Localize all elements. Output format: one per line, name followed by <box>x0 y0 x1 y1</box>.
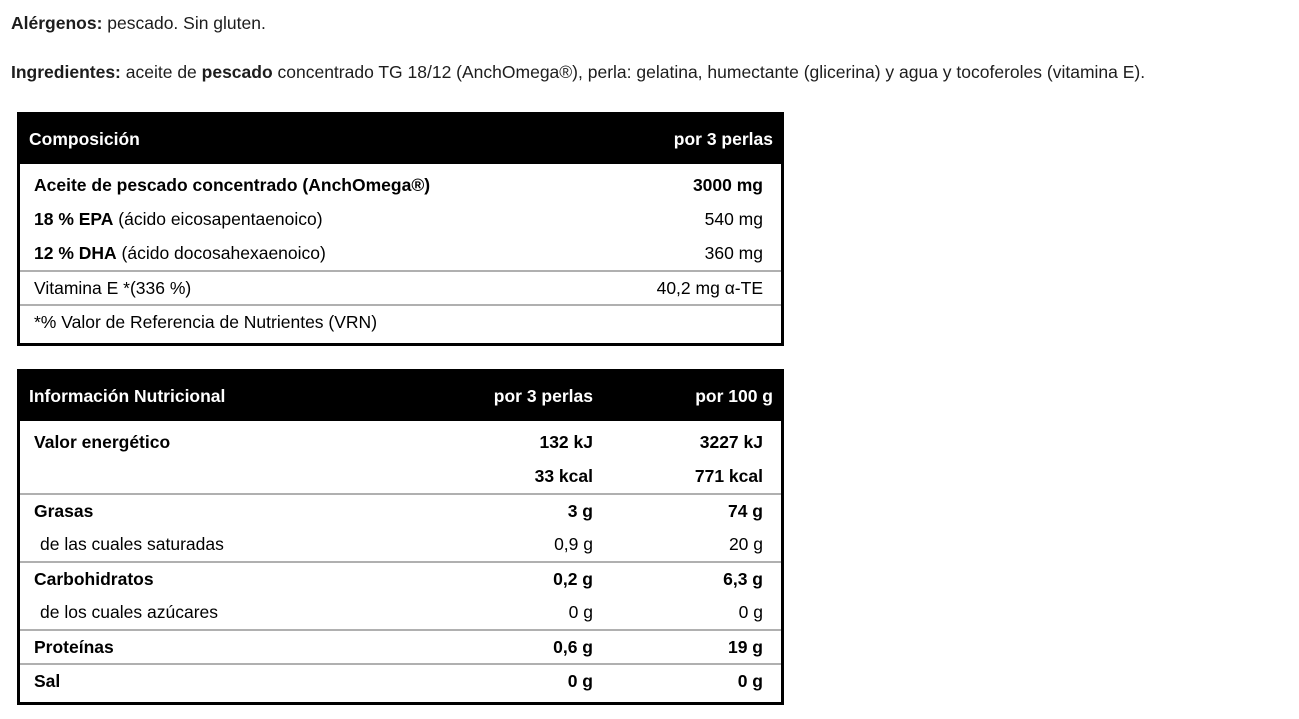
row-value-per-serving: 0,6 g <box>553 636 593 657</box>
nutrition-column2-header: por 100 g <box>695 386 773 406</box>
allergens-paragraph <box>11 12 266 34</box>
row-value-per-100g: 0 g <box>737 670 763 691</box>
row-label: Aceite de pescado concentrado (AnchOmega®) <box>34 174 431 195</box>
nutrition-table-body <box>20 421 781 702</box>
nutrition-column1-header: por 3 perlas <box>493 386 593 406</box>
footnote-text: *% Valor de Referencia de Nutrientes (VRN) <box>34 311 378 332</box>
nutrition-table-header <box>20 372 781 421</box>
row-label: Grasas <box>34 500 94 521</box>
table-footnote-row <box>20 304 781 338</box>
allergens-label: Alérgenos: <box>11 13 103 33</box>
row-value-per-serving: 33 kcal <box>534 465 593 486</box>
row-value: 40,2 mg α-TE <box>656 277 763 298</box>
row-label: Carbohidratos <box>34 568 154 589</box>
row-label-bold: 18 % EPA <box>34 208 114 229</box>
composition-column-header: por 3 perlas <box>673 129 773 149</box>
table-row <box>20 629 781 663</box>
row-label <box>34 243 705 264</box>
table-subrow <box>20 527 781 561</box>
allergens-text: pescado. Sin gluten. <box>102 13 266 33</box>
ingredients-text-2: concentrado TG 18/12 (AnchOmega®), perla: gelatina, humectante (glicerina) y agua y tocoferoles (vitamina E). <box>272 62 1146 82</box>
composition-table-header <box>20 115 781 164</box>
table-row <box>20 663 781 697</box>
row-label: de los cuales azúcares <box>40 601 219 622</box>
row-value-per-100g: 6,3 g <box>723 568 763 589</box>
row-label: Sal <box>34 670 61 691</box>
row-value-per-100g: 20 g <box>728 533 763 554</box>
nutrition-table <box>17 369 784 705</box>
row-label: de las cuales saturadas <box>40 533 224 554</box>
table-subrow <box>20 595 781 629</box>
composition-table <box>17 112 784 346</box>
nutrition-title: Información Nutricional <box>29 386 226 406</box>
row-value: 540 mg <box>704 208 763 229</box>
table-row <box>20 270 781 304</box>
table-row <box>20 459 781 493</box>
table-row <box>20 493 781 527</box>
row-value-per-100g: 0 g <box>738 601 763 622</box>
row-value: 3000 mg <box>692 174 763 195</box>
row-label-rest: (ácido eicosapentaenoico) <box>113 208 323 229</box>
row-value-per-serving: 0,2 g <box>553 568 593 589</box>
row-value-per-100g: 771 kcal <box>694 465 763 486</box>
table-row <box>20 236 781 270</box>
row-label-rest: (ácido docosahexaenoico) <box>116 242 326 263</box>
row-value-per-serving: 0,9 g <box>554 533 593 554</box>
composition-table-body <box>20 164 781 343</box>
row-value: 360 mg <box>704 242 763 263</box>
row-value-per-100g: 19 g <box>727 636 763 657</box>
table-row <box>20 425 781 459</box>
composition-title: Composición <box>29 129 140 149</box>
table-row <box>20 561 781 595</box>
row-value-per-100g: 3227 kJ <box>699 431 763 452</box>
row-value-per-serving: 0 g <box>568 601 593 622</box>
ingredients-text-1: aceite de <box>120 62 202 82</box>
row-label: Proteínas <box>34 636 114 657</box>
row-label: Valor energético <box>34 431 171 452</box>
row-label: Vitamina E *(336 %) <box>34 277 192 298</box>
ingredients-label: Ingredientes: <box>11 62 121 82</box>
row-label-bold: 12 % DHA <box>34 242 117 263</box>
row-value-per-serving: 132 kJ <box>539 431 593 452</box>
table-row <box>20 168 781 202</box>
ingredients-paragraph <box>11 61 1145 83</box>
row-value-per-serving: 0 g <box>567 670 593 691</box>
row-label <box>34 209 705 230</box>
row-value-per-100g: 74 g <box>727 500 763 521</box>
table-row <box>20 202 781 236</box>
row-value-per-serving: 3 g <box>567 500 593 521</box>
ingredients-allergen-bold: pescado <box>201 62 273 82</box>
